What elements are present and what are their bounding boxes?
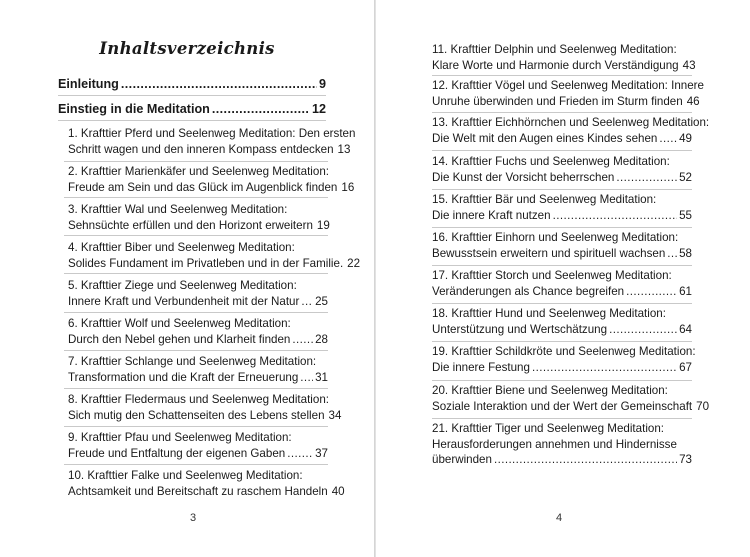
entry-page-number: 9 — [318, 77, 326, 91]
entry-divider — [64, 312, 328, 313]
toc-entry[interactable] — [432, 306, 692, 337]
entry-page-number: 25 — [315, 294, 328, 308]
entry-title-line2: Unterstützung und Wertschätzung — [432, 322, 608, 336]
dot-leader — [609, 322, 677, 338]
entry-page-number: 19 — [316, 218, 330, 232]
page-number: 3 — [189, 512, 197, 524]
entry-divider — [64, 388, 328, 389]
entry-title-line2: Freude und Entfaltung der eigenen Gaben — [68, 446, 286, 460]
entry-title-line2: Unruhe überwinden und Frieden im Sturm finden — [432, 94, 683, 108]
toc-entry[interactable] — [68, 164, 355, 195]
entry-page-number: 49 — [679, 131, 692, 145]
toc-entry[interactable] — [432, 42, 696, 73]
entry-title-line2: Klare Worte und Harmonie durch Verständigung — [432, 58, 679, 72]
dot-leader — [121, 76, 317, 92]
entry-title-line1: 4. Krafttier Biber und Seelenweg Meditation: — [68, 241, 295, 254]
entry-page-number: 22 — [347, 256, 361, 270]
entry-title-line1: 10. Krafttier Falke und Seelenweg Meditation: — [68, 469, 303, 482]
toc-entry[interactable] — [68, 392, 342, 423]
entry-page-number: 34 — [328, 408, 342, 422]
entry-title-line2: Die innere Festung — [432, 360, 530, 374]
entry-title-line1: 16. Krafttier Einhorn und Seelenweg Meditation: — [432, 231, 679, 244]
toc-title: Inhaltsverzeichnis — [99, 39, 275, 58]
entry-divider — [432, 112, 692, 113]
dot-leader — [212, 101, 310, 117]
entry-divider — [64, 273, 328, 274]
entry-page-number: 28 — [315, 332, 328, 346]
entry-divider — [64, 426, 328, 427]
entry-title-line2: Die innere Kraft nutzen — [432, 208, 551, 222]
entry-page-number: 31 — [315, 370, 328, 384]
entry-title-line2: Durch den Nebel gehen und Klarheit finden — [68, 332, 291, 346]
toc-entry[interactable] — [432, 268, 692, 299]
toc-entry[interactable] — [432, 344, 696, 375]
dot-leader — [659, 131, 677, 147]
entry-title-line1: 15. Krafttier Bär und Seelenweg Meditation: — [432, 193, 657, 206]
entry-divider — [58, 120, 326, 121]
entry-page-number: 12 — [311, 102, 326, 116]
entry-title-line2: Die Welt mit den Augen eines Kindes sehen — [432, 131, 658, 145]
dot-leader — [616, 170, 677, 186]
entry-title-line1: 5. Krafttier Ziege und Seelenweg Meditation: — [68, 279, 297, 292]
entry-divider — [432, 341, 692, 342]
dot-leader — [287, 446, 313, 462]
entry-page-number: 61 — [679, 284, 692, 298]
entry-page-number: 16 — [341, 180, 355, 194]
entry-title-line2: Bewusstsein erweitern und spirituell wachsen — [432, 246, 666, 260]
entry-title-line3: überwinden — [432, 453, 492, 466]
toc-entry[interactable] — [68, 202, 328, 233]
entry-divider — [64, 235, 328, 236]
entry-title-line2: Sehnsüchte erfüllen und den Horizont erweitern — [68, 218, 313, 232]
entry-title-line2: Soziale Interaktion und der Wert der Gemeinschaft — [432, 399, 693, 413]
entry-page-number: 13 — [337, 142, 351, 156]
entry-title-line1: 8. Krafttier Fledermaus und Seelenweg Meditation: — [68, 393, 330, 406]
entry-title-line1: 1. Krafttier Pferd und Seelenweg Meditation: Den ersten — [68, 127, 356, 140]
entry-title-line1: 7. Krafttier Schlange und Seelenweg Meditation: — [68, 355, 317, 368]
entry-title-line1: 3. Krafttier Wal und Seelenweg Meditation: — [68, 203, 288, 216]
entry-page-number: 43 — [682, 58, 696, 72]
entry-title-line1: 21. Krafttier Tiger und Seelenweg Meditation: — [432, 422, 665, 435]
entry-title-line2: Freude am Sein und das Glück im Augenblick finden — [68, 180, 338, 194]
entry-title-line1: 9. Krafttier Pfau und Seelenweg Meditation: — [68, 431, 292, 444]
toc-entry[interactable] — [432, 383, 710, 414]
dot-leader — [292, 332, 313, 348]
entry-title-line2: Veränderungen als Chance begreifen — [432, 284, 625, 298]
entry-divider — [64, 161, 328, 162]
entry-page-number: 52 — [679, 170, 692, 184]
entry-page-number: 46 — [686, 94, 700, 108]
entry-divider — [432, 265, 692, 266]
entry-title-line2: Die Kunst der Vorsicht beherrschen — [432, 170, 615, 184]
dot-leader — [553, 208, 678, 224]
entry-page-number: 55 — [679, 208, 692, 222]
dot-leader — [626, 284, 677, 300]
entry-page-number: 37 — [315, 446, 328, 460]
toc-entry[interactable] — [68, 316, 328, 347]
toc-entry[interactable] — [68, 240, 361, 271]
entry-title-line1: 13. Krafttier Eichhörnchen und Seelenweg Meditation: — [432, 116, 710, 129]
dot-leader — [494, 452, 677, 468]
entry-title: Einstieg in die Meditation — [58, 102, 210, 116]
dot-leader — [300, 370, 313, 386]
toc-entry[interactable] — [432, 115, 710, 146]
entry-title-line1: 17. Krafttier Storch und Seelenweg Meditation: — [432, 269, 672, 282]
entry-title-line2: Transformation und die Kraft der Erneuerung — [68, 370, 299, 384]
entry-title-line1: 19. Krafttier Schildkröte und Seelenweg Meditation: — [432, 345, 696, 358]
toc-main-entry[interactable] — [58, 76, 326, 92]
dot-leader — [667, 246, 677, 262]
entry-title-line1: 6. Krafttier Wolf und Seelenweg Meditation: — [68, 317, 291, 330]
toc-entry[interactable] — [432, 230, 692, 261]
entry-page-number: 40 — [331, 484, 345, 498]
dot-leader — [532, 360, 677, 376]
entry-divider — [432, 150, 692, 151]
entry-title-line1: 14. Krafttier Fuchs und Seelenweg Meditation: — [432, 155, 670, 168]
right-page — [376, 0, 750, 557]
entry-title-line2: Solides Fundament im Privatleben und in der Familie. — [68, 256, 344, 270]
entry-divider — [432, 380, 692, 381]
entry-divider — [432, 189, 692, 190]
entry-title-line1: 20. Krafttier Biene und Seelenweg Meditation: — [432, 384, 668, 397]
entry-page-number: 58 — [679, 246, 692, 260]
left-page — [0, 0, 374, 557]
entry-title-line1: 11. Krafttier Delphin und Seelenweg Meditation: — [432, 43, 677, 56]
dot-leader — [301, 294, 313, 310]
entry-page-number: 70 — [696, 399, 710, 413]
toc-entry[interactable] — [68, 126, 356, 157]
entry-page-number: 73 — [679, 453, 692, 466]
entry-divider — [64, 464, 328, 465]
entry-title-line2: Achtsamkeit und Bereitschaft zu raschem Handeln — [68, 484, 328, 498]
entry-page-number: 67 — [679, 360, 692, 374]
entry-title-line2: Schritt wagen und den inneren Kompass entdecken — [68, 142, 334, 156]
toc-entry[interactable] — [68, 278, 328, 309]
toc-entry[interactable] — [68, 354, 328, 385]
toc-main-entry[interactable] — [58, 101, 326, 117]
toc-entry[interactable] — [68, 430, 328, 461]
entry-title-line1: 12. Krafttier Vögel und Seelenweg Meditation: Innere — [432, 79, 704, 92]
entry-title-line2: Innere Kraft und Verbundenheit mit der Natur — [68, 294, 300, 308]
entry-title-line2: Herausforderungen annehmen und Hindernisse — [432, 437, 677, 451]
toc-entry[interactable] — [432, 78, 704, 109]
entry-title: Einleitung — [58, 77, 119, 91]
entry-title-line2: Sich mutig den Schattenseiten des Lebens stellen — [68, 408, 325, 422]
toc-entry[interactable] — [68, 468, 345, 499]
entry-page-number: 64 — [679, 322, 692, 336]
entry-divider — [432, 75, 692, 76]
toc-entry[interactable] — [432, 421, 692, 468]
entry-divider — [58, 95, 326, 96]
entry-divider — [432, 418, 692, 419]
entry-divider — [64, 197, 328, 198]
entry-divider — [432, 227, 692, 228]
entry-title-line1: 18. Krafttier Hund und Seelenweg Meditation: — [432, 307, 666, 320]
entry-divider — [432, 303, 692, 304]
page-number: 4 — [555, 512, 563, 524]
entry-title-line1: 2. Krafttier Marienkäfer und Seelenweg Meditation: — [68, 165, 330, 178]
toc-entry[interactable] — [432, 154, 692, 185]
entry-divider — [64, 350, 328, 351]
toc-entry[interactable] — [432, 192, 692, 223]
